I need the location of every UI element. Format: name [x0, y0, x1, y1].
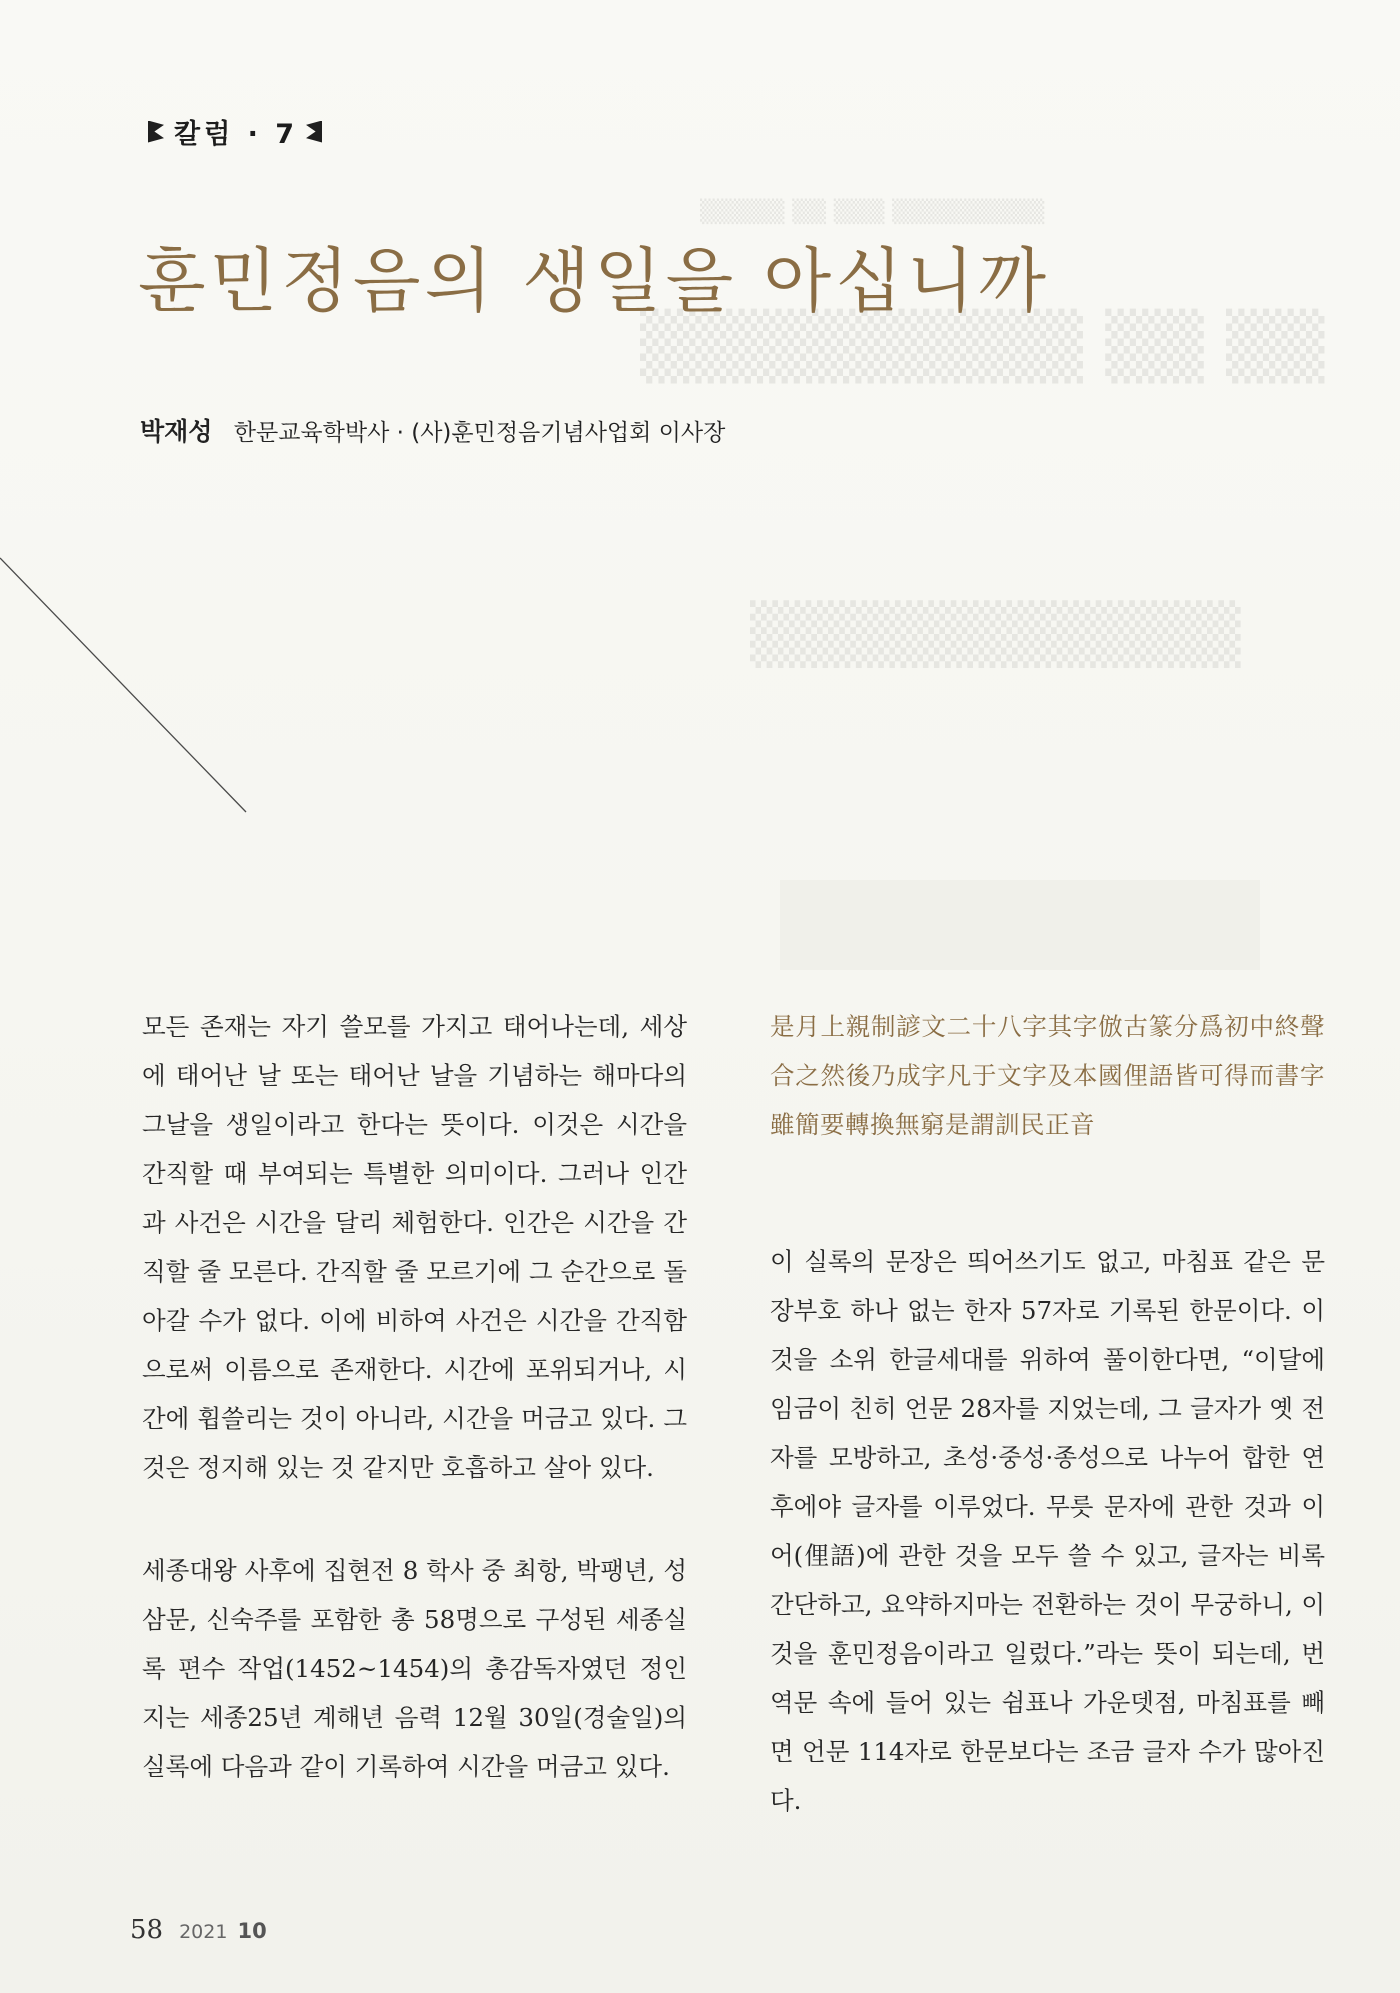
section-label-text: 칼럼 · 7: [174, 119, 299, 150]
page-footer: [130, 1915, 267, 1945]
left-bracket-icon: [148, 121, 164, 143]
page-number: 58: [130, 1915, 164, 1945]
author-title: 한문교육학박사 · (사)훈민정음기념사업회 이사장: [233, 420, 726, 446]
right-column: [770, 1002, 1325, 1879]
article-title: 훈민정음의 생일을 아십니까: [138, 240, 1050, 322]
bleed-through-text: ▒▒▒▒▒ ▒▒ ▒▒▒ ▒▒▒▒▒▒▒▒▒: [700, 200, 1045, 225]
bleed-through-text: ▒▒▒▒▒▒▒▒▒ ▒▒ ▒▒: [640, 310, 1325, 384]
bleed-through-text: ▒▒▒▒▒▒▒▒▒▒▒: [750, 600, 1241, 668]
issue-year: 2021: [179, 1921, 228, 1943]
body-paragraph: 모든 존재는 자기 쓸모를 가지고 태어나는데, 세상에 태어난 날 또는 태어난 날을 기념하는 해마다의 그날을 생일이라고 한다는 뜻이다. 이것은 시간을 간직할 때 부여되는 특별한 의미이다. 그러나 인간과 사건은 시간을 달리 체험한다. 인간은 시간을 간직할 줄 모른다. 간직할 줄 모르기에 그 순간으로 돌아갈 수가 없다. 이에 비하여 사건은 시간을 간직함으로써 이름으로 존재한다. 시간에 포위되거나, 시간에 휩쓸리는 것이 아니라, 시간을 머금고 있다. 그것은 정지해 있는 것 같지만 호흡하고 살아 있다.: [142, 1012, 687, 1482]
right-bracket-icon: [306, 121, 322, 143]
body-paragraph: 세종대왕 사후에 집현전 8 학사 중 최항, 박팽년, 성삼문, 신숙주를 포함한 총 58명으로 구성된 세종실록 편수 작업(1452~1454)의 총감독자였던 정인지는 세종25년 계해년 음력 12월 30일(경술일)의 실록에 다음과 같이 기록하여 시간을 머금고 있다.: [142, 1556, 687, 1781]
section-label: [148, 112, 322, 151]
hanja-quote: 是月上親制諺文二十八字其字倣古篆分爲初中終聲合之然後乃成字凡于文字及本國俚語皆可得而書字雖簡要轉換無窮是謂訓民正音: [770, 1012, 1325, 1139]
body-paragraph: 이 실록의 문장은 띄어쓰기도 없고, 마침표 같은 문장부호 하나 없는 한자 57자로 기록된 한문이다. 이것을 소위 한글세대를 위하여 풀이한다면, “이달에 임금이 친히 언문 28자를 지었는데, 그 글자가 옛 전자를 모방하고, 초성·중성·종성으로 나누어 합한 연후에야 글자를 이루었다. 무릇 문자에 관한 것과 이어(俚語)에 관한 것을 모두 쓸 수 있고, 글자는 비록 간단하고, 요약하지마는 전환하는 것이 무궁하니, 이것을 훈민정음이라고 일렀다.”라는 뜻이 되는데, 번역문 속에 들어 있는 쉼표나 가운뎃점, 마침표를 빼면 언문 114자로 한문보다는 조금 글자 수가 많아진다.: [770, 1247, 1325, 1815]
byline: [140, 412, 725, 448]
left-column: [142, 1002, 687, 1845]
issue-month: 10: [237, 1919, 267, 1943]
author-name: 박재성: [140, 417, 213, 446]
